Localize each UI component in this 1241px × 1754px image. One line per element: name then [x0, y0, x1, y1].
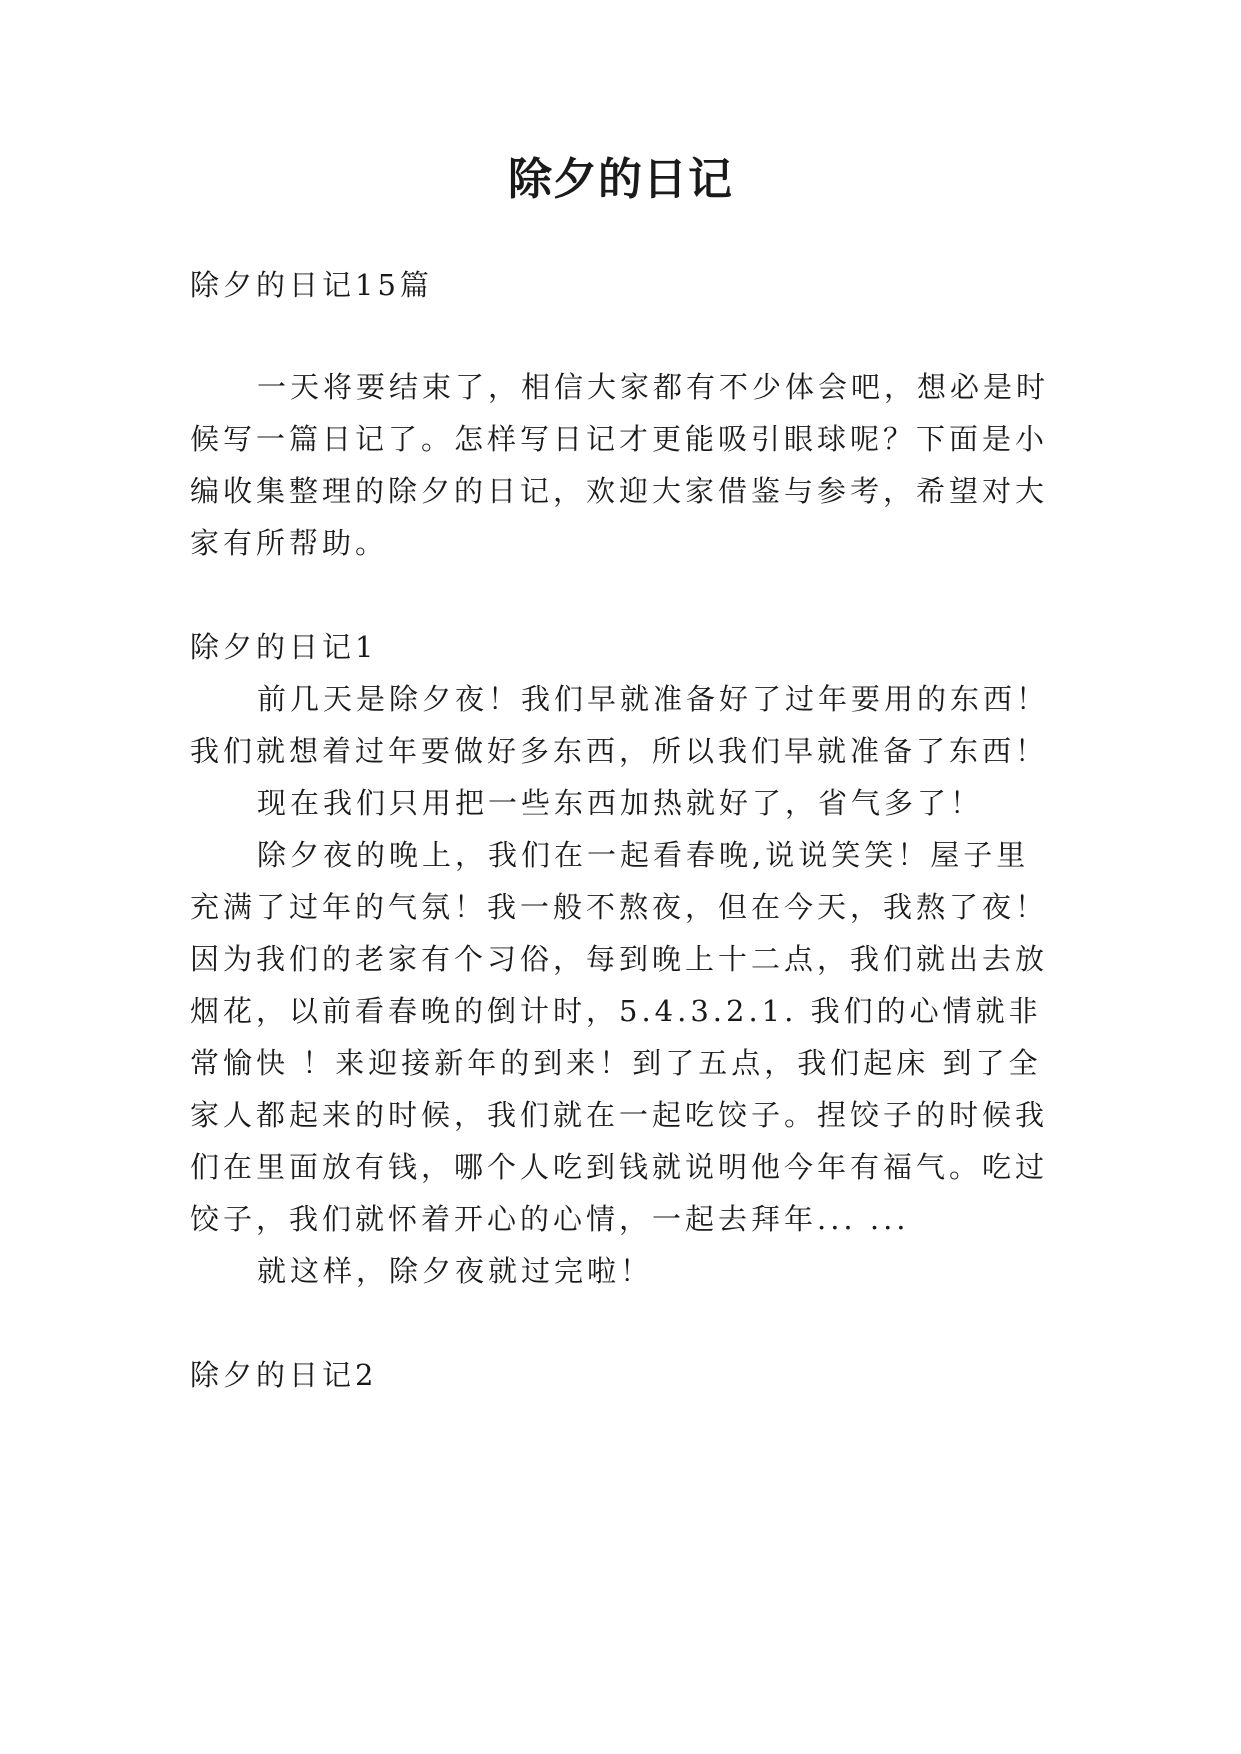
- entry-line: 除夕夜的晚上，我们在一起看春晚,说说笑笑！屋子里: [257, 838, 1030, 872]
- document-subtitle: 除夕的日记15篇: [190, 268, 433, 302]
- entry-line: 现在我们只用把一些东西加热就好了，省气多了！: [257, 786, 984, 820]
- entry-line: 因为我们的老家有个习俗，每到晚上十二点，我们就出去放: [190, 942, 1049, 976]
- intro-line: 一天将要结束了，相信大家都有不少体会吧，想必是时: [257, 370, 1050, 404]
- entry-line: 烟花，以前看春晚的倒计时，5.4.3.2.1. 我们的心情就非: [190, 994, 1042, 1028]
- entry-line: 我们就想着过年要做好多东西，所以我们早就准备了东西！: [190, 734, 1049, 768]
- intro-line: 候写一篇日记了。怎样写日记才更能吸引眼球呢？下面是小: [190, 422, 1049, 456]
- entry-heading: 除夕的日记2: [190, 1358, 378, 1392]
- intro-line: 编收集整理的除夕的日记，欢迎大家借鉴与参考，希望对大: [190, 474, 1049, 508]
- entry-line: 常愉快 ！来迎接新年的到来！到了五点，我们起床 到了全: [190, 1046, 1042, 1080]
- entry-line: 前几天是除夕夜！我们早就准备好了过年要用的东西！: [257, 682, 1050, 716]
- entry-line: 充满了过年的气氛！我一般不熬夜，但在今天，我熬了夜！: [190, 890, 1049, 924]
- intro-line: 家有所帮助。: [190, 526, 389, 560]
- entry-line: 们在里面放有钱，哪个人吃到钱就说明他今年有福气。吃过: [190, 1150, 1049, 1184]
- document-title: 除夕的日记: [508, 154, 733, 205]
- entry-line: 就这样，除夕夜就过完啦！: [257, 1254, 654, 1288]
- entry-line: 饺子，我们就怀着开心的心情，一起去拜年... ...: [190, 1202, 910, 1236]
- entry-line: 家人都起来的时候，我们就在一起吃饺子。捏饺子的时候我: [190, 1098, 1049, 1132]
- entry-heading: 除夕的日记1: [190, 630, 378, 664]
